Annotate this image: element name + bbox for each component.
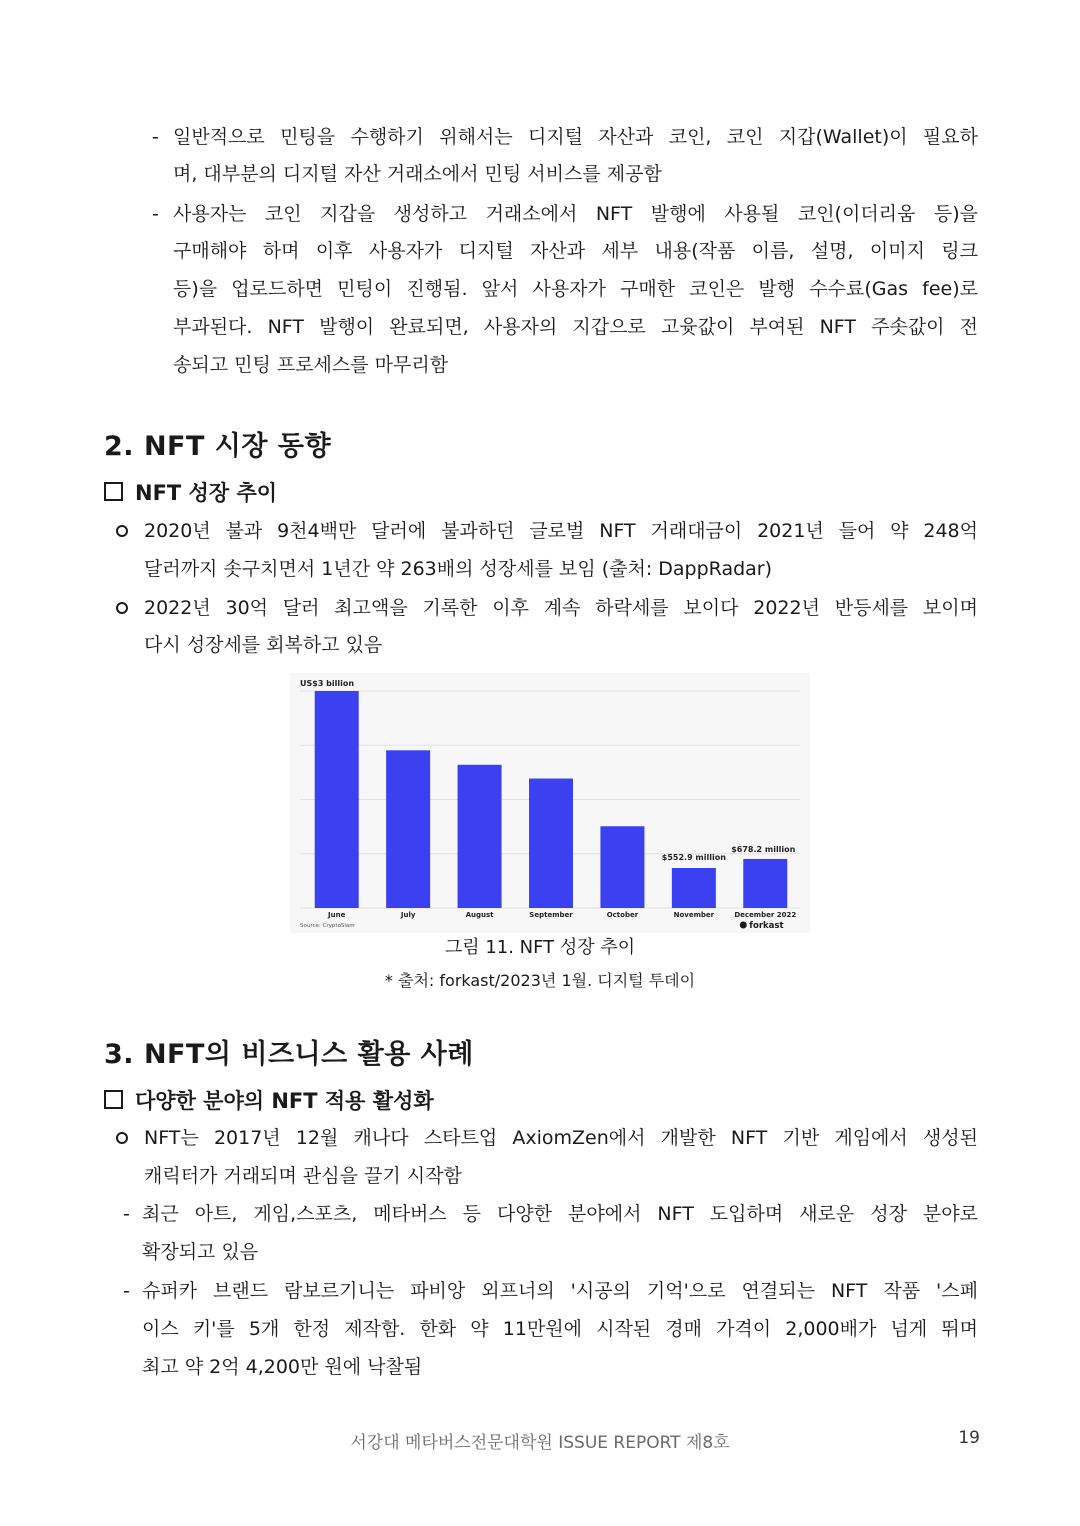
section-2-bullet-1-line-1: 2020년 불과 9천4백만 달러에 불과하던 글로벌 NFT 거래대금이 2021년 들어 약 248억: [144, 520, 978, 542]
section-3-dash-1-line-1: 최근 아트, 게임,스포츠, 메타버스 등 다양한 분야에서 NFT 도입하며 새로운 성장 분야로: [142, 1203, 978, 1225]
intro-bullet-2-line-2: 구매해야 하며 이후 사용자가 디지털 자산과 세부 내용(작품 이름, 설명, 이미지 링크: [173, 240, 978, 262]
chart-annotation-november: $552.9 million: [661, 853, 726, 863]
dash-marker: -: [123, 1280, 130, 1302]
section-2-bullet-1-line-2: 달러까지 솟구치면서 1년간 약 263배의 성장세를 보임 (출처: DappRadar): [144, 558, 773, 580]
chart-x-tick-label: November: [673, 911, 715, 919]
figure-caption: 그림 11. NFT 성장 추이: [444, 937, 636, 958]
circle-bullet-icon: [116, 590, 128, 627]
intro-bullet-1-line-1: 일반적으로 민팅을 수행하기 위해서는 디지털 자산과 코인, 코인 지갑(Wallet)이 필요하: [173, 126, 978, 148]
intro-bullet-2-line-3: 등)을 업로드하면 민팅이 진행됨. 앞서 사용자가 구매한 코인은 발행 수수료(Gas fee)로: [173, 278, 978, 300]
intro-bullet-2-line-4: 부과된다. NFT 발행이 완료되면, 사용자의 지갑으로 고윳값이 부여된 NFT 주솟값이 전: [173, 316, 978, 338]
chart-bar-december-2022: [743, 859, 787, 908]
dash-marker: -: [152, 126, 159, 148]
section-2-heading: 2. NFT 시장 동향: [104, 431, 332, 462]
section-3-bullet-1-line-2: 캐릭터가 거래되며 관심을 끌기 시작함: [144, 1165, 462, 1187]
dash-marker: -: [123, 1203, 130, 1225]
chart-x-tick-label: October: [606, 911, 639, 919]
nft-growth-chart-svg: [290, 673, 810, 933]
section-3-subheading-text: 다양한 분야의 NFT 적용 활성화: [135, 1089, 434, 1113]
figure-source: * 출처: forkast/2023년 1월. 디지털 투데이: [384, 971, 696, 990]
section-3-heading: 3. NFT의 비즈니스 활용 사례: [104, 1039, 474, 1070]
page-number: 19: [958, 1428, 980, 1448]
chart-x-tick-label: December 2022: [734, 911, 797, 919]
chart-brand-label: forkast: [749, 921, 784, 931]
chart-bar-november: [672, 868, 716, 908]
checkbox-square-icon: [104, 1090, 123, 1109]
chart-x-tick-label: August: [465, 911, 494, 919]
chart-source-label: Source: CryptoSlam: [300, 923, 355, 929]
section-2-bullet-2-line-2: 다시 성장세를 회복하고 있음: [144, 634, 383, 656]
intro-bullet-2-line-1: 사용자는 코인 지갑을 생성하고 거래소에서 NFT 발행에 사용될 코인(이더리움 등)을: [173, 203, 978, 225]
chart-x-tick-label: September: [529, 911, 573, 919]
section-3-dash-2-line-2: 이스 키'를 5개 한정 제작함. 한화 약 11만원에 시작된 경매 가격이 2,000배가 넘게 뛰며: [142, 1318, 978, 1340]
intro-bullet-1-line-2: 며, 대부분의 디지털 자산 거래소에서 민팅 서비스를 제공함: [173, 163, 662, 185]
section-2-subheading-text: NFT 성장 추이: [135, 481, 278, 505]
nft-growth-chart: [290, 673, 810, 933]
section-3-dash-1-line-2: 확장되고 있음: [142, 1241, 259, 1263]
forkast-logo-icon: [740, 922, 747, 929]
dash-marker: -: [152, 203, 159, 225]
chart-bar-june: [315, 691, 359, 908]
chart-annotation-top: US$3 billion: [300, 679, 355, 688]
section-3-subheading: [104, 1085, 434, 1115]
circle-bullet-icon: [116, 513, 128, 550]
chart-annotation-december: $678.2 million: [731, 844, 796, 854]
chart-x-tick-label: June: [328, 911, 346, 919]
section-3-dash-2-line-3: 최고 약 2억 4,200만 원에 낙찰됨: [142, 1356, 423, 1378]
footer-text: 서강대 메타버스전문대학원 ISSUE REPORT 제8호: [350, 1433, 730, 1453]
chart-x-tick-label: July: [400, 911, 416, 919]
section-3-bullet-1-line-1: NFT는 2017년 12월 캐나다 스타트업 AxiomZen에서 개발한 NFT 기반 게임에서 생성된: [144, 1127, 978, 1149]
section-2-subheading: [104, 477, 277, 507]
section-2-bullet-2-line-1: 2022년 30억 달러 최고액을 기록한 이후 계속 하락세를 보이다 2022년 반등세를 보이며: [144, 597, 978, 619]
section-3-dash-2-line-1: 슈퍼카 브랜드 람보르기니는 파비앙 외프너의 '시공의 기억'으로 연결되는 NFT 작품 '스페: [142, 1280, 978, 1302]
chart-bar-july: [386, 750, 430, 908]
checkbox-square-icon: [104, 482, 123, 501]
chart-bar-october: [600, 826, 644, 908]
circle-bullet-icon: [116, 1120, 128, 1157]
chart-bar-september: [529, 779, 573, 908]
chart-bar-august: [458, 765, 502, 908]
intro-bullet-2-line-5: 송되고 민팅 프로세스를 마무리함: [173, 354, 449, 376]
